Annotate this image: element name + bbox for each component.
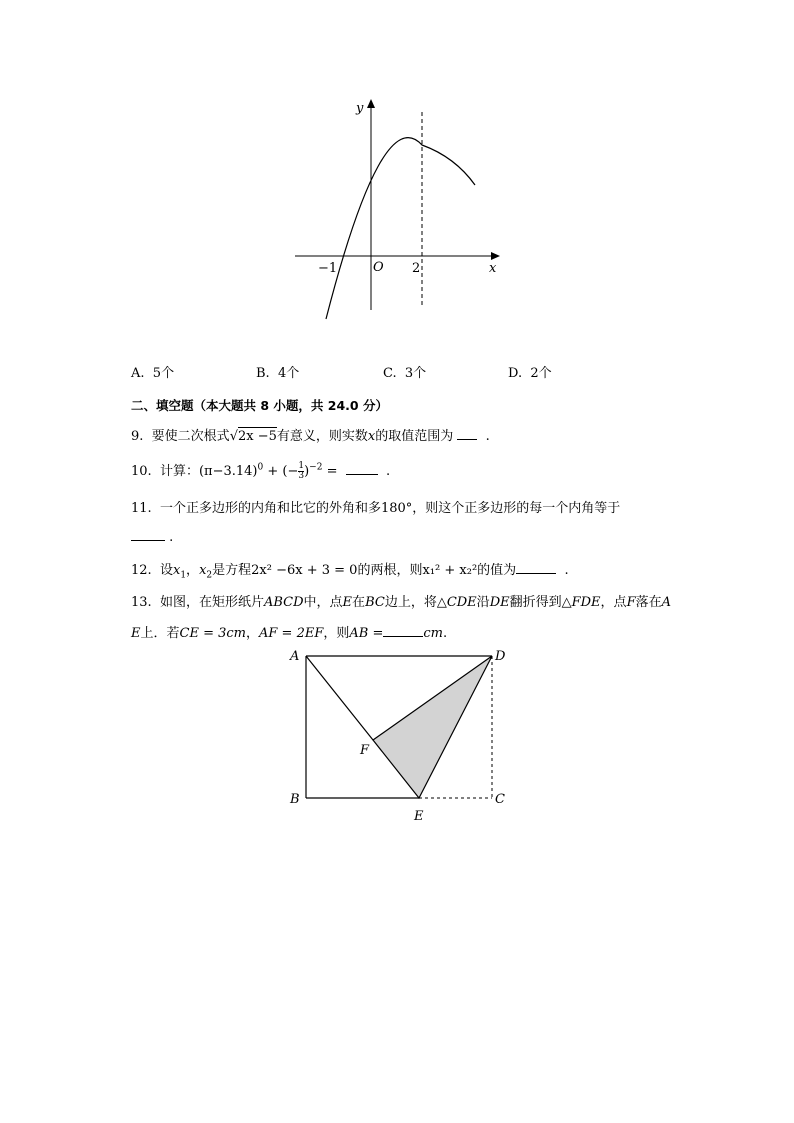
option-b: B. 4个 <box>256 366 300 381</box>
question-12: 12. 设$x_1$，$x_2$是方程2x² −6x + 3 = 0的两根，则x₁² + x₂²的值为 . <box>131 563 569 581</box>
x-axis-label: x <box>489 261 497 276</box>
answer-blank-10[interactable] <box>346 462 378 475</box>
section-title: 二、填空题（本大题共 8 小题，共 24.0 分） <box>131 398 388 413</box>
answer-blank-11[interactable] <box>131 528 165 541</box>
question-11: 11. 一个正多边形的内角和比它的外角和多180°，则这个正多边形的每一个内角等于 <box>131 501 621 516</box>
label-d: D <box>495 649 506 664</box>
rectangle-fold-figure <box>280 645 520 830</box>
tick-label-2: 2 <box>412 261 421 276</box>
question-10: 10. 计算：$(\pi-3.14)^0$ + (− $\frac{1}{3}$ )$^{-2}$ = . <box>131 461 391 481</box>
parabola-curve <box>326 138 475 319</box>
origin-label: O <box>373 260 384 275</box>
label-b: B <box>290 792 300 807</box>
segment-af <box>306 656 373 740</box>
function-graph <box>290 95 510 325</box>
option-c: C. 3个 <box>383 366 427 381</box>
label-f: F <box>360 743 370 758</box>
answer-blank-13[interactable] <box>383 624 423 637</box>
label-a: A <box>290 649 300 664</box>
question-11-line2: . <box>131 528 173 545</box>
tick-label-neg1: −1 <box>318 261 338 276</box>
question-13-line2: E上．若CE = 3cm，AF = 2EF，则AB = cm. <box>131 626 448 641</box>
fraction: $\frac{1}{3}$ <box>298 461 305 481</box>
label-e: E <box>414 809 424 824</box>
option-d: D. 2个 <box>508 366 552 381</box>
question-9: 9. 要使二次根式√2x −5有意义，则实数x的取值范围为 . <box>131 429 490 444</box>
answer-blank-12[interactable] <box>516 561 556 574</box>
shaded-triangle-fde <box>373 656 492 798</box>
y-axis-arrow <box>367 99 375 108</box>
y-axis-label: y <box>356 101 364 116</box>
label-c: C <box>495 792 505 807</box>
question-13: 13. 如图，在矩形纸片ABCD中，点E在BC边上，将△CDE沿DE翻折得到△FDE，点F落在A <box>131 595 671 610</box>
answer-blank-9[interactable] <box>457 427 477 440</box>
sqrt-sign-icon: √ <box>229 429 238 444</box>
x-axis-arrow <box>491 252 500 260</box>
option-a: A. 5个 <box>131 366 175 381</box>
